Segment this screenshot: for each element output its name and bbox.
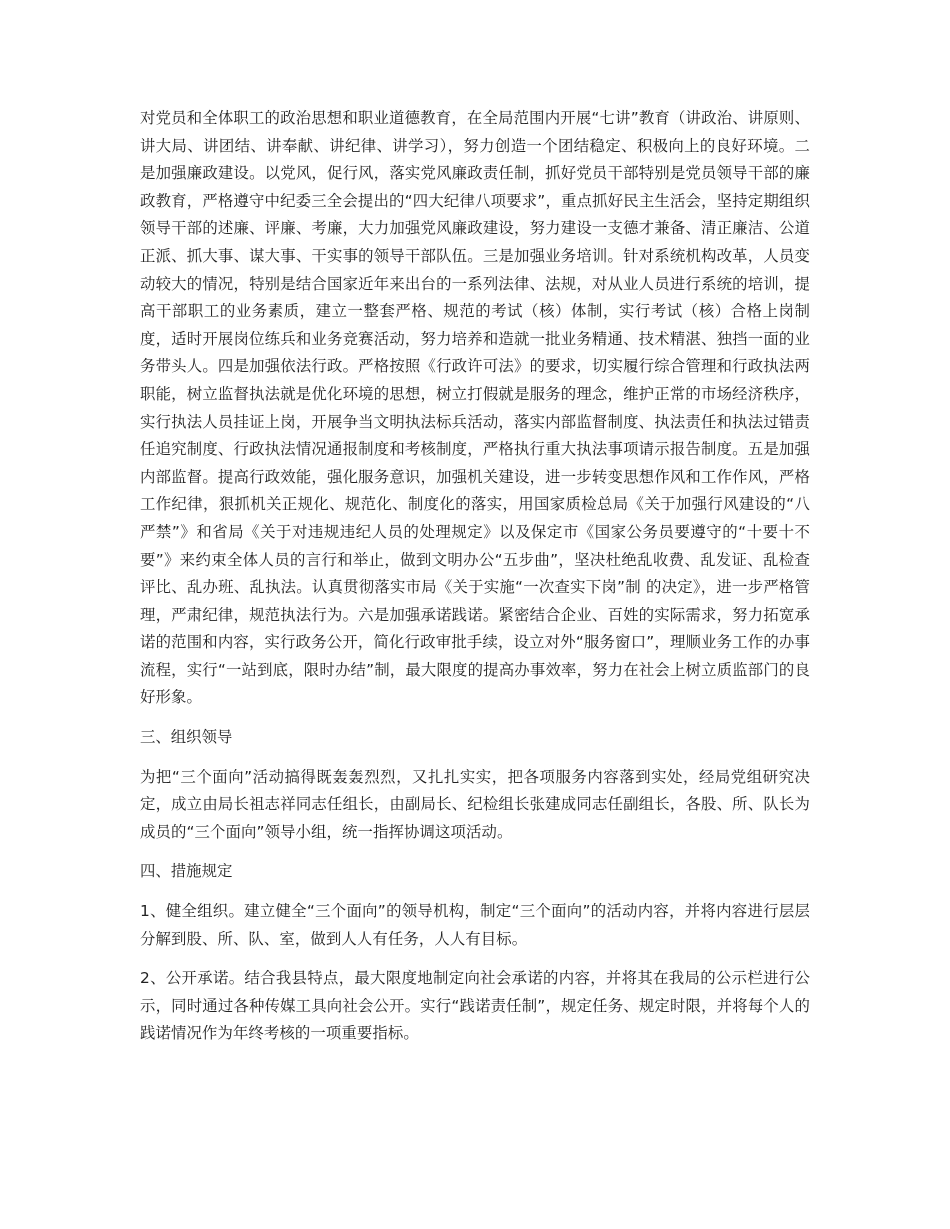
paragraph-organization: 为把“三个面向”活动搞得既轰轰烈烈，又扎扎实实，把各项服务内容落到实处，经局党组研究决定，成立由局长祖志祥同志任组长，由副局长、纪检组长张建成同志任副组长，各股、所、队长为成员的“三个面向”领导小组，统一指挥协调这项活动。 xyxy=(140,767,810,841)
document-page xyxy=(140,105,810,1048)
paragraph-measure-1: 1、健全组织。建立健全“三个面向”的领导机构，制定“三个面向”的活动内容，并将内容进行层层分解到股、所、队、室，做到人人有任务，人人有目标。 xyxy=(140,902,810,948)
paragraph-measure-2: 2、公开承诺。结合我县特点，最大限度地制定向社会承诺的内容，并将其在我局的公示栏进行公示，同时通过各种传媒工具向社会公开。实行“践诺责任制”，规定任务、规定时限，并将每个人的践诺情况作为年终考核的一项重要指标。 xyxy=(140,969,810,1043)
paragraph-continued-measures: 对党员和全体职工的政治思想和职业道德教育，在全局范围内开展“七讲”教育（讲政治、讲原则、讲大局、讲团结、讲奉献、讲纪律、讲学习），努力创造一个团结稳定、积极向上的良好环境。二是加强廉政建设。以党风，促行风，落实党风廉政责任制，抓好党员干部特别是党员领导干部的廉政教育，严格遵守中纪委三全会提出的“四大纪律八项要求”，重点抓好民主生活会，坚持定期组织领导干部的述廉、评廉、考廉，大力加强党风廉政建设，努力建设一支德才兼备、清正廉洁、公道正派、抓大事、谋大事、干实事的领导干部队伍。三是加强业务培训。针对系统机构改革，人员变动较大的情况，特别是结合国家近年来出台的一系列法律、法规，对从业人员进行系统的培训，提高干部职工的业务素质，建立一整套严格、规范的考试（核）体制，实行考试（核）合格上岗制度，适时开展岗位练兵和业务竞赛活动，努力培养和造就一批业务精通、技术精湛、独挡一面的业务带头人。四是加强依法行政。严格按照《行政许可法》的要求，切实履行综合管理和行政执法两职能，树立监督执法就是优化环境的思想，树立打假就是服务的理念，维护正常的市场经济秩序，实行执法人员挂证上岗，开展争当文明执法标兵活动，落实内部监督制度、执法责任和执法过错责任追究制度、行政执法情况通报制度和考核制度，严格执行重大执法事项请示报告制度。五是加强内部监督。提高行政效能，强化服务意识，加强机关建设，进一步转变思想作风和工作作风，严格工作纪律，狠抓机关正规化、规范化、制度化的落实，用国家质检总局《关于加强行风建设的“八严禁”》和省局《关于对违规违纪人员的处理规定》以及保定市《国家公务员要遵守的“十要十不要”》来约束全体人员的言行和举止，做到文明办公“五步曲”，坚决杜绝乱收费、乱发证、乱检查评比、乱办班、乱执法。认真贯彻落实市局《关于实施“一次查实下岗”制 的决定》，进一步严格管理，严肃纪律，规范执法行为。六是加强承诺践诺。紧密结合企业、百姓的实际需求，努力拓宽承诺的范围和内容，实行政务公开，简化行政审批手续，设立对外“服务窗口”，理顺业务工作的办事流程，实行“一站到底，限时办结”制，最大限度的提高办事效率，努力在社会上树立质监部门的良好形象。 xyxy=(140,109,810,707)
section-heading-organization: 三、组织领导 xyxy=(140,728,233,747)
section-heading-measures: 四、措施规定 xyxy=(140,862,233,881)
